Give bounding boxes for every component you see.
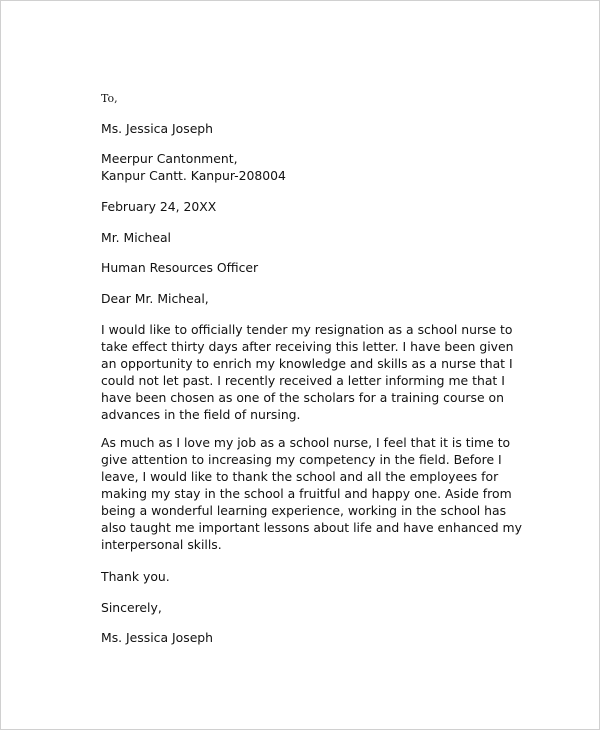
paragraph-1-line: could not let past. I recently received a letter informing me that I (101, 373, 505, 388)
thank-you-line: Thank you. (101, 569, 170, 584)
letter-date: February 24, 20XX (101, 199, 217, 214)
greeting: Dear Mr. Micheal, (101, 291, 209, 306)
recipient-name: Ms. Jessica Joseph (101, 121, 214, 136)
paragraph-2-line: As much as I love my job as a school nurse, I feel that it is time to (101, 435, 511, 450)
recipient-address (101, 150, 521, 184)
addressee-name: Mr. Micheal (101, 230, 171, 245)
paragraph-2-line: also taught me important lessons about life and have enhanced my (101, 520, 522, 535)
paragraph-1 (101, 321, 521, 423)
paragraph-1-line: advances in the field of nursing. (101, 407, 301, 422)
address-line-2: Kanpur Cantt. Kanpur-208004 (101, 168, 286, 183)
paragraph-1-line: an opportunity to enrich my knowledge and skills as a nurse that I (101, 356, 513, 371)
paragraph-2-line: give attention to increasing my competency in the field. Before I (101, 452, 502, 467)
address-line-1: Meerpur Cantonment, (101, 151, 238, 166)
paragraph-2-line: leave, I would like to thank the school and all the employees for (101, 469, 499, 484)
closing-line: Sincerely, (101, 600, 162, 615)
paragraph-1-line: I would like to officially tender my resignation as a school nurse to (101, 322, 513, 337)
to-line: To, (101, 92, 118, 105)
paragraph-2 (101, 434, 521, 553)
addressee-title: Human Resources Officer (101, 260, 259, 275)
signature-name: Ms. Jessica Joseph (101, 630, 214, 645)
paragraph-2-line: making my stay in the school a fruitful and happy one. Aside from (101, 486, 512, 501)
paragraph-2-line: being a wonderful learning experience, working in the school has (101, 503, 507, 518)
paragraph-1-line: have been chosen as one of the scholars for a training course on (101, 390, 504, 405)
paragraph-1-line: take effect thirty days after receiving this letter. I have been given (101, 339, 514, 354)
paragraph-2-line: interpersonal skills. (101, 537, 222, 552)
